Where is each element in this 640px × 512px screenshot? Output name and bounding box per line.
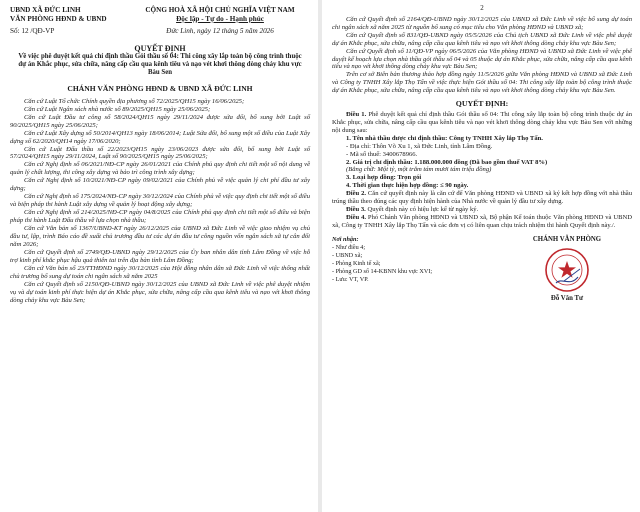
legal-basis-8: Căn cứ Nghị định số 175/2024/NĐ-CP ngày 30/12/2024 của Chính phủ về việc quy định chi tiết một số điều và biện pháp thi hành Luật xây dựng về quản lý hoạt động xây dựng; <box>10 193 310 209</box>
signer-role: CHÁNH VĂN PHÒNG <box>532 235 602 243</box>
legal-basis-11: Căn cứ Quyết định số 2749/QĐ-UBND ngày 29/12/2025 của Ủy ban nhân dân tỉnh Lâm Đồng về việc hỗ trợ kinh phí khắc phục hậu quả thiên tai trên địa bàn tỉnh Lâm Đồng; <box>10 248 310 264</box>
issuing-agency <box>10 6 120 36</box>
item-duration-text: 4. Thời gian thực hiện hợp đồng: ≤ 90 ngày. <box>346 182 469 190</box>
legal-basis-list <box>10 98 310 305</box>
article-2-label: Điều 2. <box>346 190 367 198</box>
document-number: Số: 12 /QĐ-VP <box>10 27 55 36</box>
seal-graphic <box>544 247 590 293</box>
document-page-2 <box>322 0 640 512</box>
article-3 <box>332 206 632 214</box>
legal-basis-9: Căn cứ Nghị định số 214/2025/NĐ-CP ngày 04/8/2025 của Chính phủ quy định chi tiết một số điều và biện pháp thi hành Luật Đấu thầu về lựa chọn nhà thầu; <box>10 209 310 225</box>
recipient-item: - Lưu: VT, VP. <box>332 275 369 283</box>
legal-basis-12: Căn cứ Văn bản số 23/TTHĐND ngày 30/12/2025 của Hội đồng nhân dân xã Đức Linh về việc thống nhất chủ trương bổ sung dự toán chi ngân sách xã năm 2025 <box>10 264 310 280</box>
article-3-text: Quyết định này có hiệu lực kể từ ngày ký. <box>367 205 479 213</box>
recipients-block <box>332 236 482 302</box>
article-1-label: Điều 1. <box>346 111 367 119</box>
national-motto: Độc lập - Tự do - Hạnh phúc <box>176 14 264 23</box>
signature-block <box>502 236 632 302</box>
item-tax-code: - Mã số thuế: 3400678966. <box>346 150 418 158</box>
legal-basis-list-continued <box>332 16 632 95</box>
legal-basis-continued-1: Căn cứ Quyết định số 2164/QĐ-UBND ngày 30/12/2025 của UBND xã Đức Linh về việc bổ sung dự toán chi ngân sách xã năm 2025 từ nguồn bổ sung có mục tiêu cho Văn phòng HĐND và UBND xã; <box>332 16 632 31</box>
decision-heading: QUYẾT ĐỊNH: <box>455 99 509 109</box>
legal-basis-3: Căn cứ Luật Đầu tư công số 58/2024/QH15 ngày 29/11/2024 được sửa đổi, bổ sung bởi Luật số 90/2025/QH15 ngày 25/06/2025; <box>10 113 310 129</box>
item-contractor-text: 1. Tên nhà thầu được chỉ định thầu: Công ty TNHH Xây lắp Thọ Tấn. <box>346 134 543 142</box>
document-subject: Về việc phê duyệt kết quả chỉ định thầu Gói thầu số 04: Thi công xây lắp toàn bộ công trình thuộc dự án Khắc phục, sửa chữa, nâng cấp cầu qua kênh tiêu và nạo vét khơi thông dòng chảy khu vực Bàu Sen <box>18 52 302 76</box>
article-4 <box>332 214 632 230</box>
legal-basis-continued-3: Căn cứ Quyết định số 11/QĐ-VP ngày 06/5/2026 của Văn phòng HĐND và UBND xã Đức Linh về việc phê duyệt kế hoạch lựa chọn nhà thầu gói thầu số 04 và 05 thuộc dự án Khắc phục, sửa chữa, nâng cấp cầu qua kênh tiêu và nạo vét khơi thông dòng chảy khu vực Bàu Sen; <box>332 47 632 71</box>
article-2 <box>332 190 632 206</box>
legal-basis-continued-2: Căn cứ Quyết định số 831/QĐ-UBND ngày 05/5/2026 của Chủ tịch UBND xã Đức Linh về việc phê duyệt dự án Khắc phục, sửa chữa, nâng cấp cầu qua kênh tiêu và nạo vét khơi thông dòng chảy khu vực Bàu Sen; <box>332 31 632 47</box>
article-4-label: Điều 4. <box>346 213 367 221</box>
legal-basis-5: Căn cứ Luật Đấu thầu số 22/2023/QH15 ngày 23/06/2023 được sửa đổi, bổ sung bởi Luật số 57/2024/QH15 ngày 29/11/2024, Luật số 90/2025/QH15 ngày 25/06/2025; <box>10 145 310 161</box>
item-contract-type-text: 3. Loại hợp đồng: Trọn gói <box>346 174 422 182</box>
recipient-item: - UBND xã; <box>332 251 363 259</box>
issue-date: Đức Linh, ngày 12 tháng 5 năm 2026 <box>166 27 274 36</box>
item-value <box>332 159 632 167</box>
national-title <box>130 6 310 36</box>
document-footer <box>332 236 632 302</box>
legal-basis-13: Căn cứ Quyết định số 2150/QĐ-UBND ngày 30/12/2025 của UBND xã Đức Linh về việc phê duyệt nhiệm vụ và dự toán kinh phí thực hiện dự án Khắc phục, sửa chữa, nâng cấp cầu qua kênh tiêu và nạo vét khơi thông dòng chảy khu vực Bàu Sen; <box>10 280 310 304</box>
page-number: 2 <box>480 4 484 12</box>
article-1 <box>332 111 632 135</box>
legal-basis-continued-4: Trên cơ sở Biên bản thương thảo hợp đồng ngày 11/5/2026 giữa Văn phòng HĐND và UBND xã Đức Linh và Công ty TNHH Xây lắp Thọ Tấn về việc thực hiện Gói thầu số 04: Thi công xây lắp toàn bộ công trình thuộc dự án Khắc phục, sửa chữa, nâng cấp cầu qua kênh tiêu và nạo vét khơi thông dòng chảy khu vực Bàu Sen. <box>332 71 632 95</box>
legal-basis-7: Căn cứ Nghị định số 10/2021/NĐ-CP ngày 09/02/2021 của Chính phủ về việc quản lý chi phí đầu tư xây dựng; <box>10 177 310 193</box>
legal-basis-4: Căn cứ Luật Xây dựng số 50/2014/QH13 ngày 18/06/2014; Luật Sửa đổi, bổ sung một số điều của Luật Xây dựng số 62/2020/QH14 ngày 17/06/2020; <box>10 129 310 145</box>
article-2-text: Căn cứ quyết định này là căn cứ để Văn phòng HĐND và UBND xã ký kết hợp đồng với nhà thầu trúng thầu theo đúng các quy định hiện hành của Nhà nước về quản lý đầu tư xây dựng. <box>332 190 632 206</box>
country-name: CỘNG HOÀ XÃ HỘI CHỦ NGHĨA VIỆT NAM <box>145 6 295 14</box>
legal-basis-2: Căn cứ Luật Ngân sách nhà nước số 89/2025/QH15 ngày 25/06/2025; <box>24 105 211 113</box>
signer-name: Đỗ Văn Tư <box>550 294 584 302</box>
recipient-item: - Phòng Kinh tế xã; <box>332 259 381 267</box>
article-3-label: Điều 3. <box>346 205 366 213</box>
agency-line-1: UBND XÃ ĐỨC LINH <box>10 6 81 14</box>
recipient-item: - Như điều 4; <box>332 243 366 251</box>
legal-basis-10: Căn cứ Văn bản số 1367/UBND-KT ngày 26/12/2025 của UBND xã Đức Linh về việc giao nhiệm vụ chủ đầu tư, lập, trình Báo cáo đề xuất chủ trương đầu tư các dự án đầu tư công nguồn vốn ngân sách xã tự cân đối năm 2026; <box>10 225 310 248</box>
recipients-title: Nơi nhận: <box>332 235 359 243</box>
document-title: QUYẾT ĐỊNH <box>134 43 186 53</box>
agency-line-2: VĂN PHÒNG HĐND & UBND <box>10 14 107 23</box>
document-page-1 <box>0 0 318 512</box>
legal-basis-1: Căn cứ Luật Tổ chức Chính quyền địa phương số 72/2025/QH15 ngày 16/06/2025; <box>24 97 245 105</box>
article-4-text: Phó Chánh Văn phòng HĐND và UBND xã, Bộ phận Kế toán thuộc Văn phòng HĐND và UBND xã, Công ty TNHH Xây lắp Thọ Tấn và các đơn vị có liên quan chịu trách nhiệm thi hành Quyết định này./. <box>332 213 633 229</box>
item-contract-type <box>332 174 632 182</box>
document-header <box>10 6 310 36</box>
item-duration <box>332 182 632 190</box>
issuing-authority: CHÁNH VĂN PHÒNG HĐND & UBND XÃ ĐỨC LINH <box>67 83 253 93</box>
official-seal-icon <box>544 247 590 293</box>
article-1-text: Phê duyệt kết quả chỉ định thầu Gói thầu số 04: Thi công xây lắp toàn bộ công trình thuộc dự án Khắc phục, sửa chữa, nâng cấp cầu qua kênh tiêu và nạo vét khơi thông dòng chảy khu vực Bàu Sen với những nội dung sau: <box>332 111 632 134</box>
item-address: - Địa chỉ: Thôn Võ Xu 1, xã Đức Linh, tỉnh Lâm Đồng. <box>346 142 493 150</box>
item-contractor <box>332 135 632 143</box>
item-value-text: 2. Giá trị chỉ định thầu: 1.188.000.000 đồng (Đã bao gồm thuế VAT 8%) <box>346 158 548 166</box>
item-value-words: (Bằng chữ: Một tỷ, một trăm tám mươi tám triệu đồng) <box>346 166 492 174</box>
recipients-list <box>332 244 482 284</box>
legal-basis-6: Căn cứ Nghị định số 06/2021/NĐ-CP ngày 26/01/2021 của Chính phủ quy định chi tiết một số nội dung về quản lý chất lượng, thi công xây dựng và bảo trì công trình xây dựng; <box>10 161 310 177</box>
recipient-item: - Phòng GD số 14-KBNN khu vực XVI; <box>332 267 433 275</box>
